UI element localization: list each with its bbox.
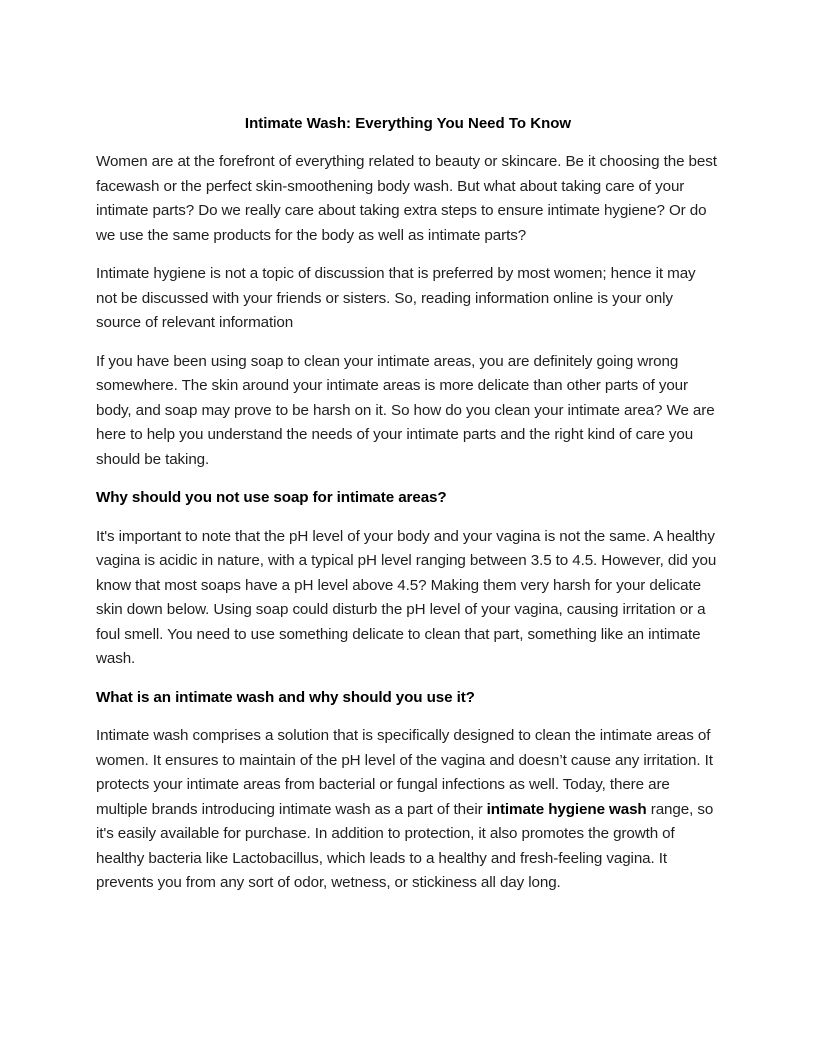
paragraph-intimate-wash-part2: range, so it's easily available for purchase. In addition to protection, it also promotes the growth of healthy bacteria like Lactobacillus, which leads to a healthy and fresh-feeling vagina. It prevents you from any sort of odor, wetness, or stickiness all day long.	[96, 800, 714, 891]
paragraph-soap-warning: If you have been using soap to clean your intimate areas, you are definitely going wrong somewhere. The skin around your intimate areas is more delicate than other parts of your body, and soap may prove to be harsh on it. So how do you clean your intimate area? We are here to help you understand the needs of your intimate parts and the right kind of care you should be taking.	[96, 352, 715, 468]
keyword-intimate-hygiene-wash: intimate hygiene wash	[486, 800, 647, 818]
paragraph-topic: Intimate hygiene is not a topic of discussion that is preferred by most women; hence it may not be discussed with your friends or sisters. So, reading information online is your only source of relevant information	[96, 265, 696, 331]
paragraph-ph-level: It's important to note that the pH level of your body and your vagina is not the same. A healthy vagina is acidic in nature, with a typical pH level ranging between 3.5 to 4.5. However, did you know that most soaps have a pH level above 4.5? Making them very harsh for your delicate skin down below. Using soap could disturb the pH level of your vagina, causing irritation or a foul smell. You need to use something delicate to clean that part, something like an intimate wash.	[96, 527, 717, 667]
paragraph-intimate-wash-part1: Intimate wash comprises a solution that is specifically designed to clean the intimate areas of women. It ensures to maintain of the pH level of the vagina and doesn’t cause any irritation. It protects your intimate areas from bacterial or fungal infections as well. Today, there are multiple brands introducing intimate wash as a part of their	[96, 727, 713, 818]
paragraph-intimate-wash	[96, 724, 720, 896]
paragraph-intro: Women are at the forefront of everything related to beauty or skincare. Be it choosing the best facewash or the perfect skin-smoothening body wash. But what about taking care of your intimate parts? Do we really care about taking extra steps to ensure intimate hygiene? Or do we use the same products for the body as well as intimate parts?	[96, 153, 717, 244]
document-title: Intimate Wash: Everything You Need To Know	[244, 115, 572, 132]
heading-why-not-soap: Why should you not use soap for intimate areas?	[96, 489, 447, 506]
heading-what-is-intimate-wash: What is an intimate wash and why should you use it?	[96, 688, 475, 706]
document-page	[96, 112, 720, 910]
